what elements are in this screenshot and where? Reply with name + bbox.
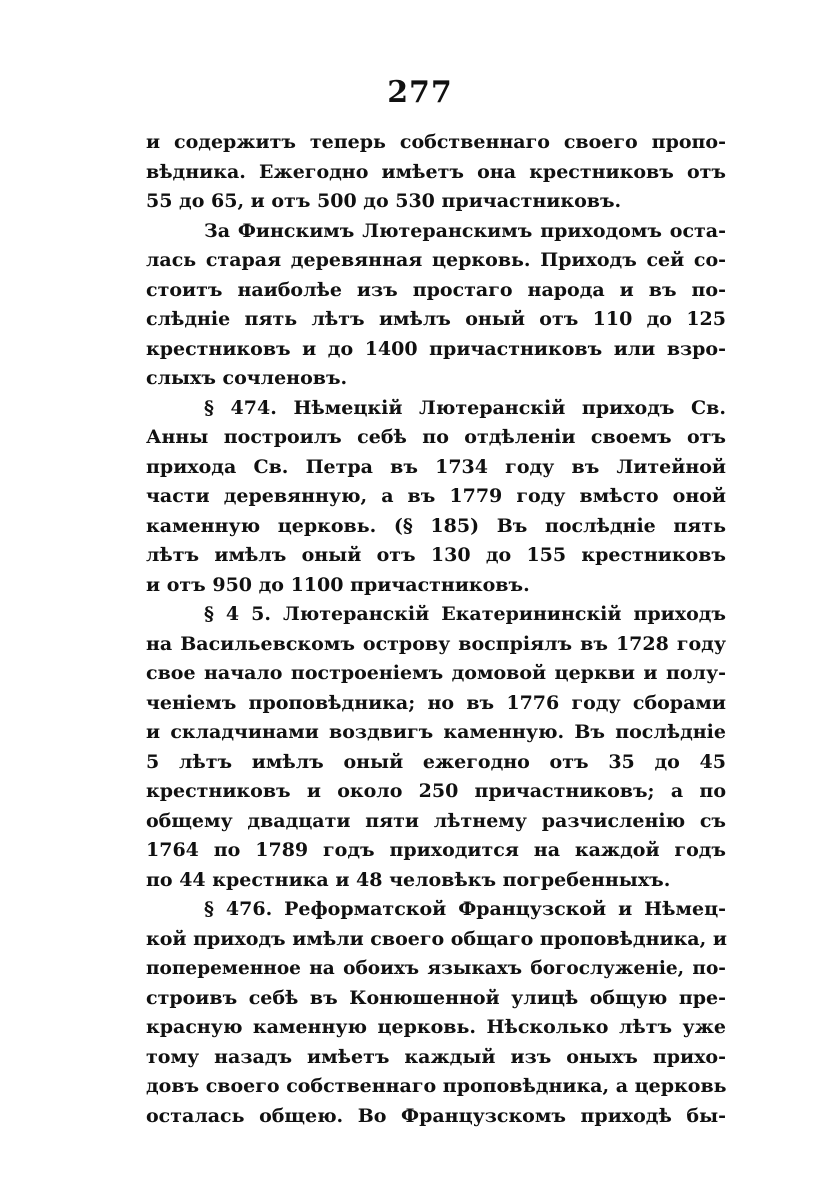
text-line: § 474. Нѣмецкій Лютеранскій приходъ Св. bbox=[204, 396, 726, 419]
text-line: § 476. Реформатской Французской и Нѣмец- bbox=[204, 898, 726, 920]
body-text bbox=[146, 128, 726, 1131]
text-line: прихода Св. Петра въ 1734 году въ Литейной bbox=[146, 455, 726, 478]
text-line: За Финскимъ Лютеранскимъ приходомъ оста- bbox=[204, 219, 726, 242]
text-line: свое начало построеніемъ домовой церкви и полу- bbox=[146, 662, 726, 684]
text-line: части деревянную, а въ 1779 году вмѣсто оной bbox=[146, 485, 726, 507]
text-line: вѣдника. Ежегодно имѣетъ она крестниковъ отъ bbox=[146, 160, 726, 183]
text-line: ченіемъ проповѣдника; но въ 1776 году сборами bbox=[146, 691, 726, 714]
text-line: по 44 крестника и 48 человѣкъ погребенныхъ. bbox=[146, 868, 671, 891]
text-line: попеременное на обоихъ языкахъ богослуженіе, по- bbox=[146, 958, 726, 979]
text-line: 5 лѣтъ имѣлъ оный ежегодно отъ 35 до 45 bbox=[146, 750, 726, 773]
text-line: стоитъ наиболѣе изъ простаго народа и въ по- bbox=[146, 278, 726, 301]
text-line: крестниковъ и до 1400 причастниковъ или взро- bbox=[146, 337, 726, 360]
text-line: 1764 по 1789 годъ приходится на каждой годъ bbox=[146, 839, 726, 861]
text-line: и содержитъ теперь собственнаго своего пропо- bbox=[146, 131, 726, 153]
text-line: Анны построилъ себѣ по отдѣленіи своемъ отъ bbox=[146, 426, 726, 448]
text-line: тому назадъ имѣетъ каждый изъ оныхъ прихо- bbox=[146, 1045, 726, 1068]
text-line: 55 до 65, и отъ 500 до 530 причастниковъ. bbox=[146, 190, 622, 212]
text-line: слыхъ сочленовъ. bbox=[146, 367, 348, 389]
page-number: 277 bbox=[387, 75, 453, 110]
text-line: красную каменную церковь. Нѣсколько лѣтъ уже bbox=[146, 1016, 726, 1038]
text-line: и отъ 950 до 1100 причастниковъ. bbox=[146, 573, 530, 596]
text-line: лась старая деревянная церковь. Приходъ сей со- bbox=[146, 249, 726, 271]
text-line: кой приходъ имѣли своего общаго проповѣдника, и bbox=[146, 927, 727, 950]
text-line: и складчинами воздвигъ каменную. Въ послѣдніе bbox=[146, 721, 726, 743]
text-line: слѣдніе пять лѣтъ имѣлъ оный отъ 110 до 125 bbox=[146, 308, 726, 330]
text-line: довъ своего собственнаго проповѣдника, а церковь bbox=[146, 1075, 727, 1097]
text-line: осталась общею. Во Французскомъ приходѣ бы- bbox=[146, 1104, 726, 1127]
text-line: § 4 5. Лютеранскій Екатерининскій приходъ bbox=[204, 603, 726, 625]
text-line: каменную церковь. (§ 185) Въ послѣдніе пять bbox=[146, 514, 726, 537]
text-line: крестниковъ и около 250 причастниковъ; а по bbox=[146, 780, 726, 802]
text-line: на Васильевскомъ острову воспріялъ въ 1728 году bbox=[146, 632, 726, 655]
text-line: лѣтъ имѣлъ оный отъ 130 до 155 крестниковъ bbox=[146, 544, 726, 566]
text-line: общему двадцати пяти лѣтнему разчисленію съ bbox=[146, 809, 726, 832]
text-line: строивъ себѣ въ Конюшенной улицѣ общую пре- bbox=[146, 986, 726, 1009]
